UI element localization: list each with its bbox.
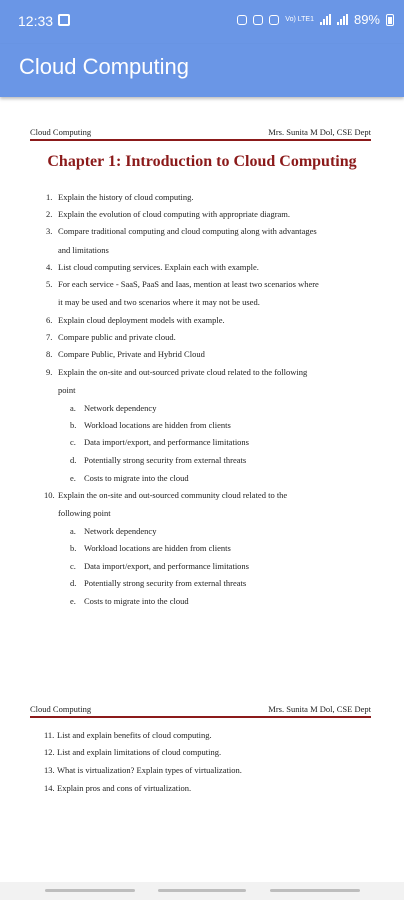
page-header-left: Cloud Computing: [30, 704, 92, 714]
question-item: 6. Explain cloud deployment models with example.: [46, 315, 225, 325]
sub-point: a. Network dependency: [70, 526, 157, 536]
question-item: 12. List and explain limitations of cloud computing.: [44, 747, 222, 757]
question-item: 1. Explain the history of cloud computing.: [46, 192, 194, 202]
question-item: 9. Explain the on-site and out-sourced private cloud related to the following: [46, 367, 308, 377]
gallery-notification-icon: [58, 14, 70, 26]
sub-point: c. Data import/export, and performance limitations: [70, 561, 249, 571]
question-item: 14. Explain pros and cons of virtualization.: [44, 783, 192, 793]
question-item: 13. What is virtualization? Explain types of virtualization.: [44, 765, 242, 775]
question-item: 5. For each service - SaaS, PaaS and Iaas, mention at least two scenarios where: [46, 279, 319, 289]
hotspot-icon: [269, 15, 279, 25]
alarm-icon: [253, 15, 263, 25]
question-item-continuation: following point: [58, 508, 111, 518]
status-icons: [237, 12, 394, 27]
question-item: 11. List and explain benefits of cloud computing.: [44, 730, 212, 740]
page-header-right: Mrs. Sunita M Dol, CSE Dept: [268, 127, 371, 137]
battery-percent: 89%: [353, 12, 380, 27]
page-header: [30, 702, 371, 718]
sub-point: d. Potentially strong security from external threats: [70, 455, 247, 465]
notification-icon: [237, 15, 247, 25]
status-bar: [0, 0, 404, 44]
status-time: 12:33: [18, 13, 54, 29]
sub-point: e. Costs to migrate into the cloud: [70, 473, 189, 483]
nav-recent-apps-handle[interactable]: [45, 889, 135, 892]
navigation-bar: [0, 882, 404, 900]
page-header: [30, 125, 371, 141]
sub-point: e. Costs to migrate into the cloud: [70, 596, 189, 606]
sub-point: d. Potentially strong security from external threats: [70, 578, 247, 588]
question-item-continuation: it may be used and two scenarios where it may not be used.: [58, 297, 260, 307]
page-header-left: Cloud Computing: [30, 127, 92, 137]
nav-home-handle[interactable]: [158, 889, 246, 892]
question-item: 10. Explain the on-site and out-sourced community cloud related to the: [44, 490, 288, 500]
app-title: Cloud Computing: [19, 54, 189, 79]
question-item: 4. List cloud computing services. Explain each with example.: [46, 262, 259, 272]
chapter-title: Chapter 1: Introduction to Cloud Computing: [47, 153, 357, 170]
question-item: 2. Explain the evolution of cloud computing with appropriate diagram.: [46, 209, 291, 219]
signal-icon: [320, 14, 331, 25]
sub-point: a. Network dependency: [70, 403, 157, 413]
question-item: 8. Compare Public, Private and Hybrid Cloud: [46, 349, 205, 359]
page-header-right: Mrs. Sunita M Dol, CSE Dept: [268, 704, 371, 714]
signal-2-icon: [337, 14, 348, 25]
app-bar: [0, 44, 404, 97]
battery-icon: [386, 14, 394, 26]
sub-point: b. Workload locations are hidden from clients: [70, 543, 231, 553]
question-item-continuation: point: [58, 385, 76, 395]
network-label: Vo) LTE1: [285, 16, 314, 23]
nav-back-handle[interactable]: [270, 889, 360, 892]
question-item-continuation: and limitations: [58, 245, 109, 255]
question-item: 7. Compare public and private cloud.: [46, 332, 176, 342]
question-item: 3. Compare traditional computing and cloud computing along with advantages: [46, 226, 317, 236]
sub-point: b. Workload locations are hidden from clients: [70, 420, 231, 430]
sub-point: c. Data import/export, and performance limitations: [70, 437, 249, 447]
